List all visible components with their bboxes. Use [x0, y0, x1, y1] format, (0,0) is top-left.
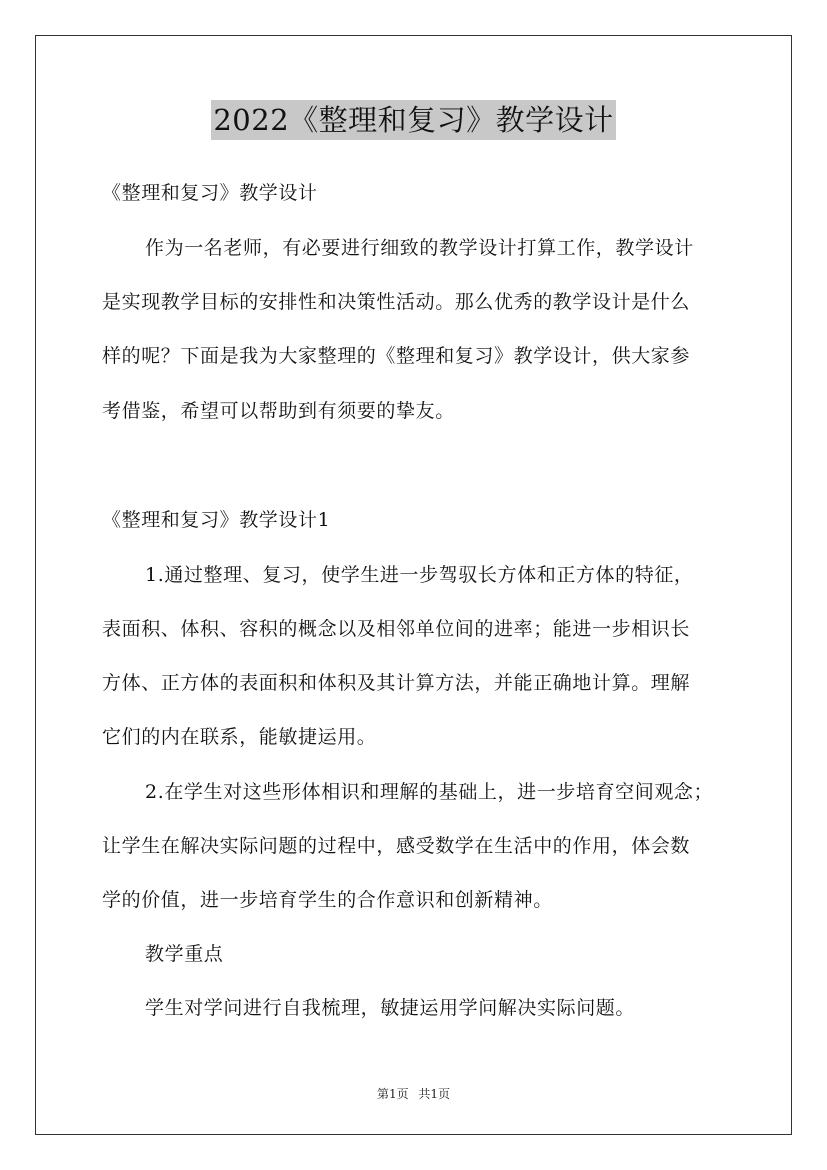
item2-line-1: 2.在学生对这些形体相识和理解的基础上，进一步培育空间观念； [145, 781, 714, 803]
intro-line-1: 作为一名老师，有必要进行细致的教学设计打算工作，教学设计 [145, 237, 694, 259]
item1-line-3: 方体、正方体的表面积和体积及其计算方法，并能正确地计算。理解 [102, 672, 691, 694]
intro-line-4: 考借鉴，希望可以帮助到有须要的挚友。 [102, 400, 455, 422]
item1-line-1: 1.通过整理、复习，使学生进一步驾驭长方体和正方体的特征， [145, 564, 694, 586]
item1-line-2: 表面积、体积、容积的概念以及相邻单位间的进率；能进一步相识长 [102, 618, 691, 640]
subheading: 《整理和复习》教学设计 [102, 182, 318, 204]
item2-line-3: 学的价值，进一步培育学生的合作意识和创新精神。 [102, 889, 553, 911]
page-number: 第1页 [376, 1087, 409, 1101]
section-heading-1: 《整理和复习》教学设计1 [102, 509, 331, 531]
page-footer [0, 1085, 827, 1102]
intro-line-2: 是实现教学目标的安排性和决策性活动。那么优秀的教学设计是什么 [102, 291, 691, 313]
intro-line-3: 样的呢？下面是我为大家整理的《整理和复习》教学设计，供大家参 [102, 345, 691, 367]
title-container [0, 100, 827, 140]
item1-line-4: 它们的内在联系，能敏捷运用。 [102, 726, 377, 748]
key-points-text: 学生对学问进行自我梳理，敏捷运用学问解决实际问题。 [145, 997, 636, 1019]
item2-line-2: 让学生在解决实际问题的过程中，感受数学在生活中的作用，体会数 [102, 835, 691, 857]
key-points-label: 教学重点 [145, 943, 224, 965]
page-total: 共1页 [418, 1087, 451, 1101]
document-title: 2022《整理和复习》教学设计 [211, 100, 615, 140]
